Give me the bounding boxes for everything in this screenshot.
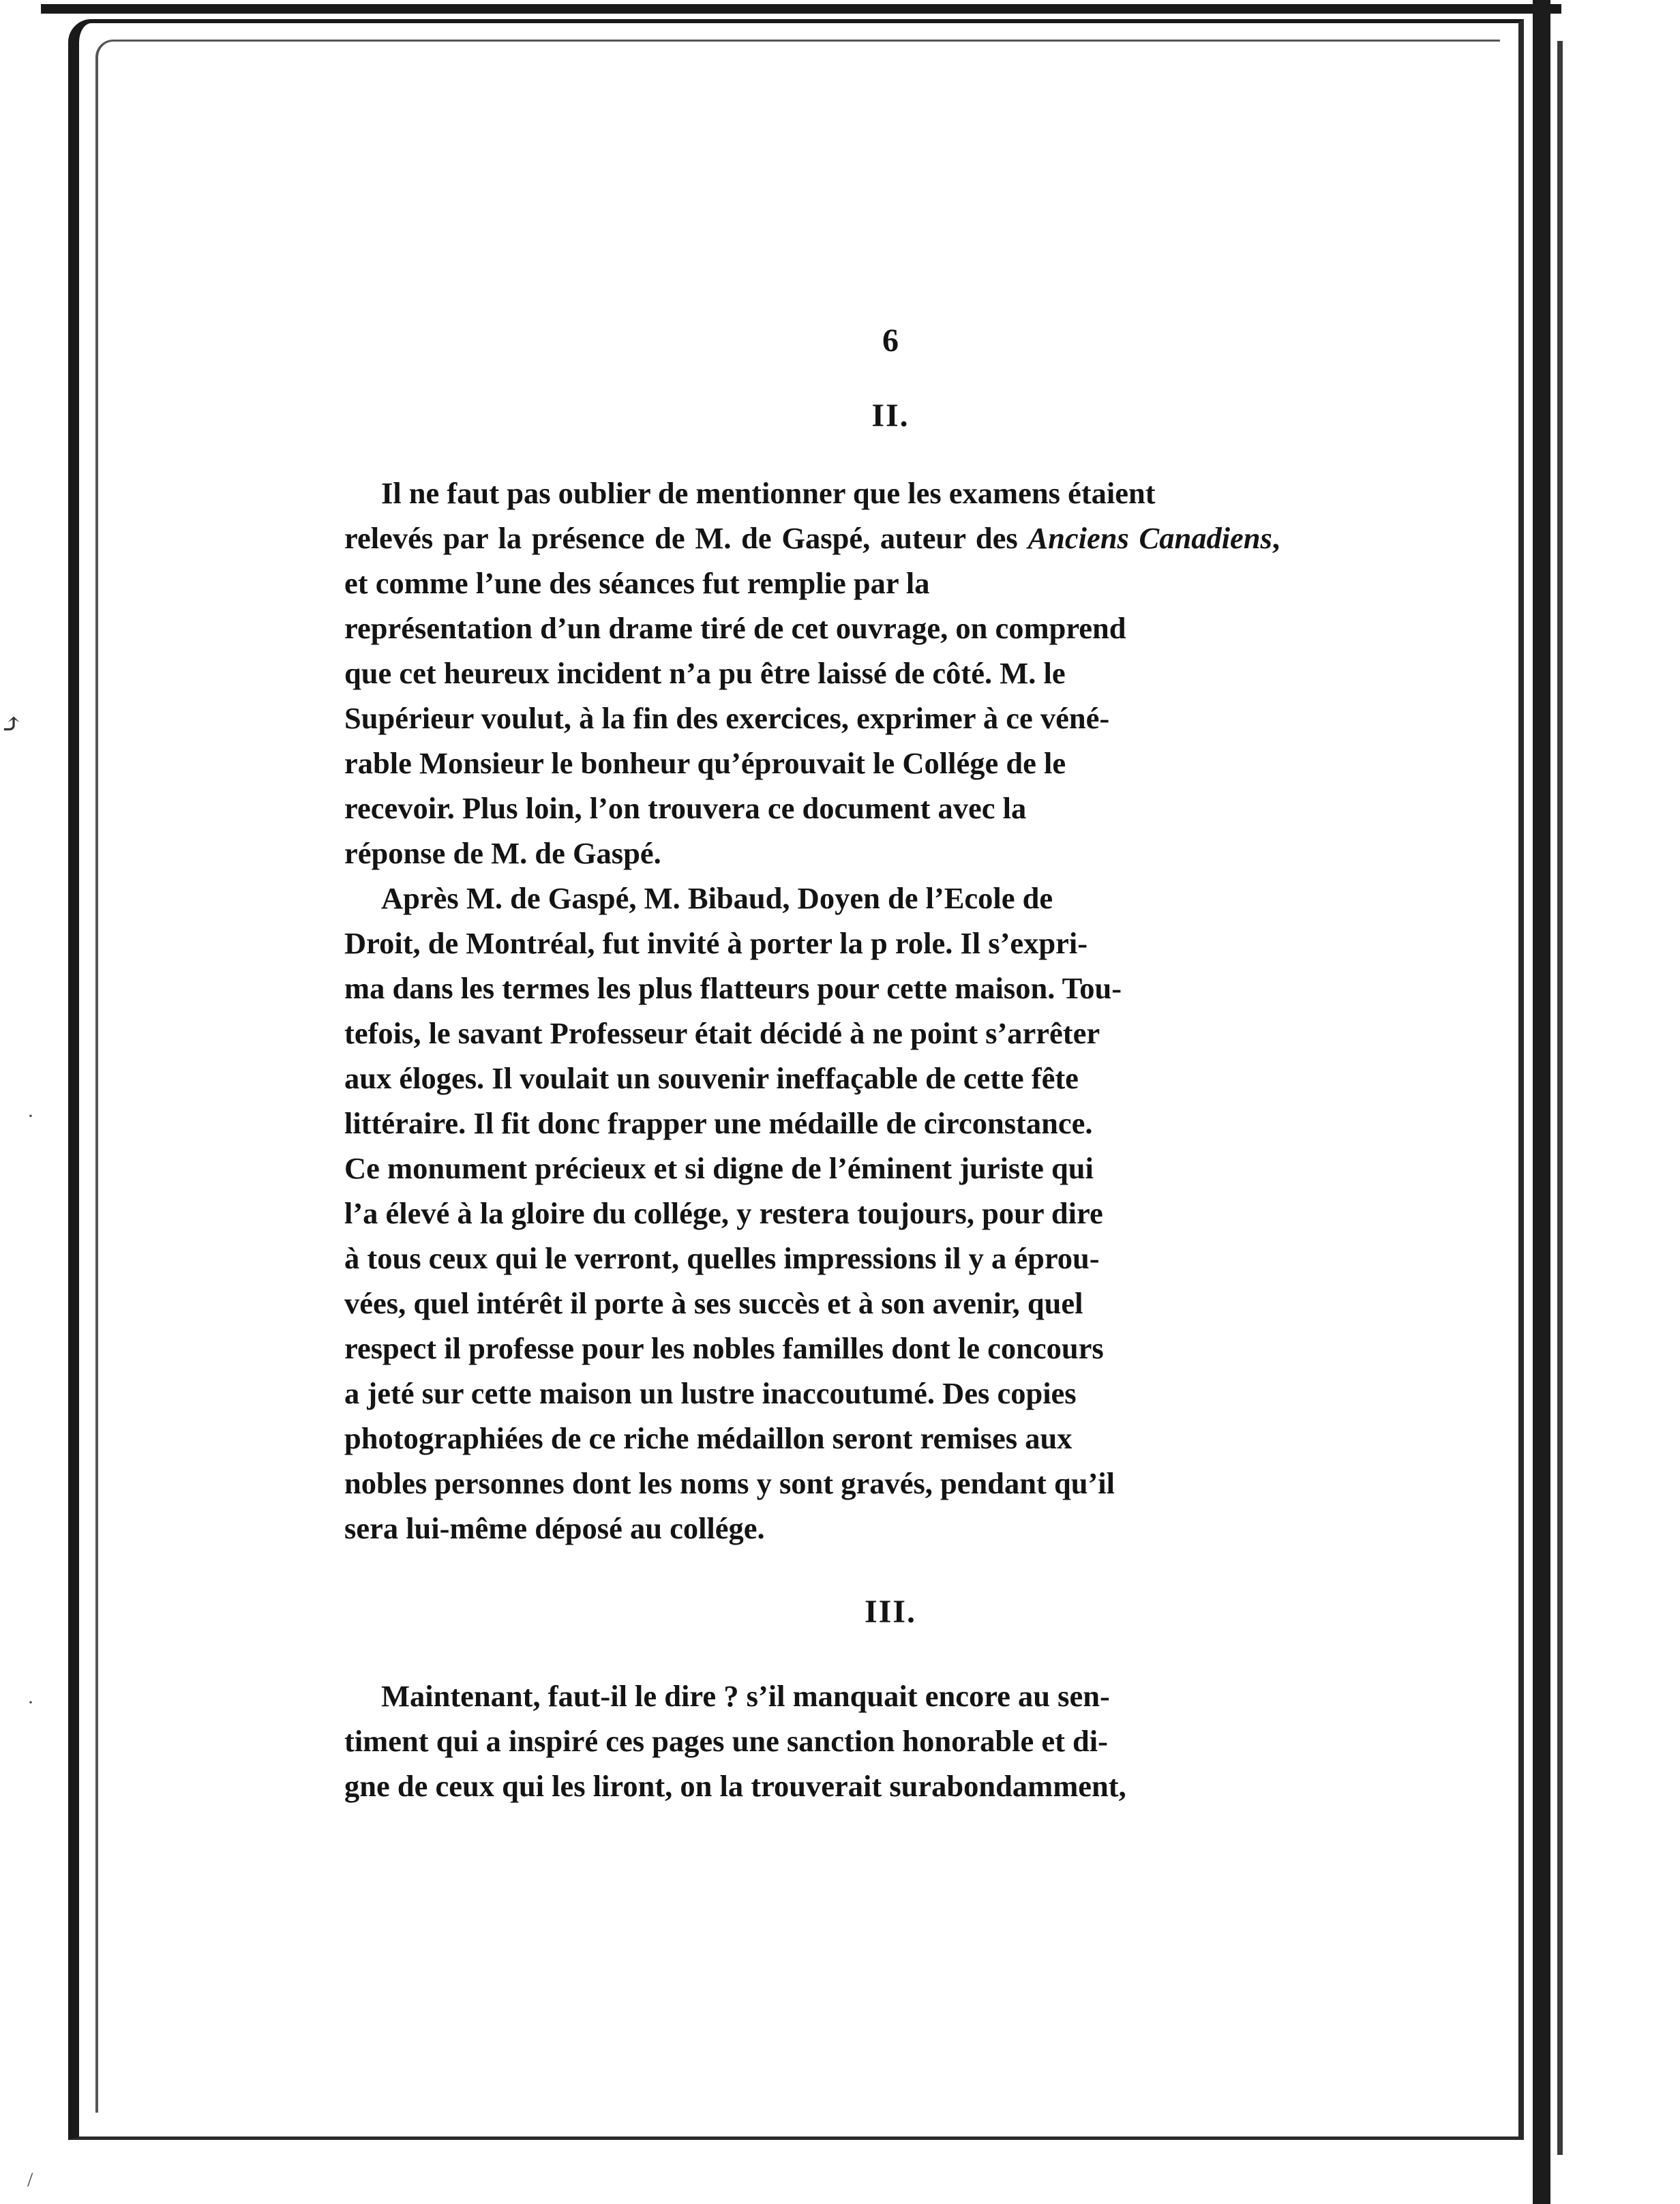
scan-right-edge — [1533, 0, 1550, 2204]
section-heading-ii: II. — [871, 398, 910, 434]
scan-speck: · — [27, 1105, 34, 1127]
book-title-italic: Anciens Canadiens — [1028, 521, 1272, 555]
section-heading-iii: III. — [864, 1594, 917, 1630]
scan-speck: · — [27, 1691, 34, 1714]
page-number: 6 — [882, 323, 899, 359]
scan-top-border — [41, 4, 1561, 14]
paragraph-maintenant: Maintenant, faut-il le dire ? s’il manquait encore au sen- timent qui a inspiré ces pages une sanction honorable et di- gne de ceux qui les liront, on la trouverait surabondamment, — [344, 1679, 1126, 1803]
paragraph-bibaud: Après M. de Gaspé, M. Bibaud, Doyen de l’Ecole de Droit, de Montréal, fut invité à porter la p role. Il s’expri- ma dans les termes les plus flatteurs pour cette maison. Tou- tefois, le savant Professeur était décidé à ne point s’arrêter aux éloges. Il voulait un souvenir ineffaçable de cette fête littéraire. Il fit donc frapper une médaille de circonstance. Ce monument précieux et si digne de l’éminent juriste qui l’a élevé à la gloire du collége, y restera toujours, pour dire à tous ceux qui le verront, quelles impressions il y a éprou- vées, quel intérêt il porte à ses succès et à son avenir, quel respect il professe pour les nobles familles dont le concours a jeté sur cette maison un lustre inaccoutumé. Des copies photographiées de ce riche médaillon seront remises aux nobles personnes dont les noms y sont gravés, pendant qu’il sera lui-même déposé au collége. — [344, 881, 1122, 1545]
page-body — [344, 321, 1280, 1808]
scan-right-edge-shadow — [1557, 41, 1563, 2155]
paragraph-gaspe: Il ne faut pas oublier de mentionner que les examens étaient relevés par la présence de M. de Gaspé, auteur des Anciens Canadiens, et comme l’une des séances fut remplie par la représentation d’un drame tiré de cet ouvrage, on comprend que cet heureux incident n’a pu être laissé de côté. M. le Supérieur voulut, à la fin des exercices, exprimer à ce véné- rable Monsieur le bonheur qu’éprouvait le Collége de le recevoir. Plus loin, l’on trouvera ce document avec la réponse de M. de Gaspé. — [344, 476, 1280, 870]
scan-speck: / — [27, 2169, 33, 2191]
margin-scratch-mark: ⤴ — [0, 709, 23, 739]
